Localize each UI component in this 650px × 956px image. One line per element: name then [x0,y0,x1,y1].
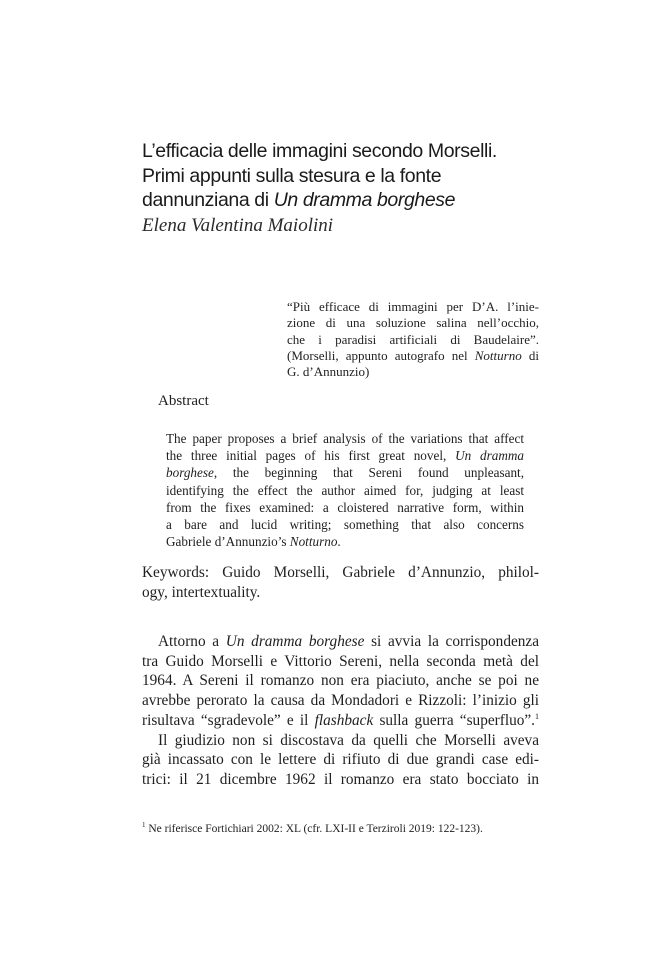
keywords-line: ogy, intertextuality. [142,583,261,601]
abstract-text: Gabriele d’Annunzio’s [166,534,290,550]
footnote-text: Ne riferisce Fortichiari 2002: XL (cfr. LXI-II e Terziroli 2019: 122-123). [145,823,483,835]
abstract-italic-text: Un dramma [455,448,525,464]
epigraph-text: (Morselli, appunto autografo nel [287,347,475,363]
body-text [142,632,539,790]
epigraph-line: “Più efficace di immagini per D’A. l’inie- [287,299,539,314]
abstract-line: The paper proposes a brief analysis of the variations that affect [166,431,524,446]
body-text-run: risultava “sgradevole” e il [142,711,315,729]
paper-title [142,139,542,213]
epigraph [287,299,539,380]
epigraph-line: G. d’Annunzio) [287,364,370,380]
body-line: trici: il 21 dicembre 1962 il romanzo era stato bocciato in [142,770,539,788]
abstract-line [166,533,524,550]
body-text-run: si avvia la corrispondenza [364,633,539,650]
body-text-run: Attorno a [158,633,226,650]
epigraph-line: che i paradisi artificiali di Baudelaire”. [287,331,539,347]
title-line [142,188,542,213]
footnote-marker: 1 [142,821,146,830]
abstract-text: . [337,534,341,550]
abstract-italic-text: borghese [166,465,214,481]
footnote-reference[interactable]: 1 [535,711,539,721]
body-text-run: sulla guerra “superfluo”. [373,711,535,729]
footnote [142,823,539,835]
abstract-body [166,430,524,550]
abstract-line: a bare and lucid writing; something that also concerns [166,517,524,533]
body-line: Il giudizio non si discostava da quelli che Morselli aveva [158,731,539,749]
keywords-line: Keywords: Guido Morselli, Gabriele d’Annunzio, philol- [142,564,539,581]
keywords [142,563,539,602]
body-line: avrebbe perorato la causa da Mondadori e Rizzoli: l’inizio gli [142,692,539,710]
epigraph-line: zione di una soluzione salina nell’occhio, [287,315,539,331]
abstract-line: from the fixes examined: a cloistered narrative form, within [166,499,524,515]
abstract-italic-text: Notturno [289,534,338,550]
body-italic-text: Un dramma borghese [225,633,365,650]
body-line: già incassato con le lettere di rifiuto di due grandi case edi- [142,751,539,769]
body-line: 1964. A Sereni il romanzo non era piaciuto, anche se poi ne [142,672,539,690]
abstract-line [166,464,524,481]
title-line: L’efficacia delle immagini secondo Morselli. [142,140,497,162]
author-name: Elena Valentina Maiolini [142,215,334,236]
epigraph-italic-text: Notturno [474,347,522,363]
title-italic-text: Un dramma borghese [273,189,456,211]
abstract-line [166,447,524,464]
title-line: Primi appunti sulla stesura e la fonte [142,164,442,187]
epigraph-text: di [521,347,539,363]
body-line [142,632,539,652]
abstract-text: the three initial pages of his first great novel, [166,448,456,464]
body-line: tra Guido Morselli e Vittorio Sereni, nella seconda metà del [142,652,539,670]
abstract-text: , the beginning that Sereni found unpleasant, [213,465,524,481]
body-line [142,711,539,731]
title-text: dannunziana di [142,189,274,211]
abstract-heading: Abstract [158,393,209,409]
epigraph-line [287,348,539,364]
body-italic-text: flashback [314,711,374,729]
abstract-line: identifying the effect the author aimed for, judging at least [166,482,524,498]
